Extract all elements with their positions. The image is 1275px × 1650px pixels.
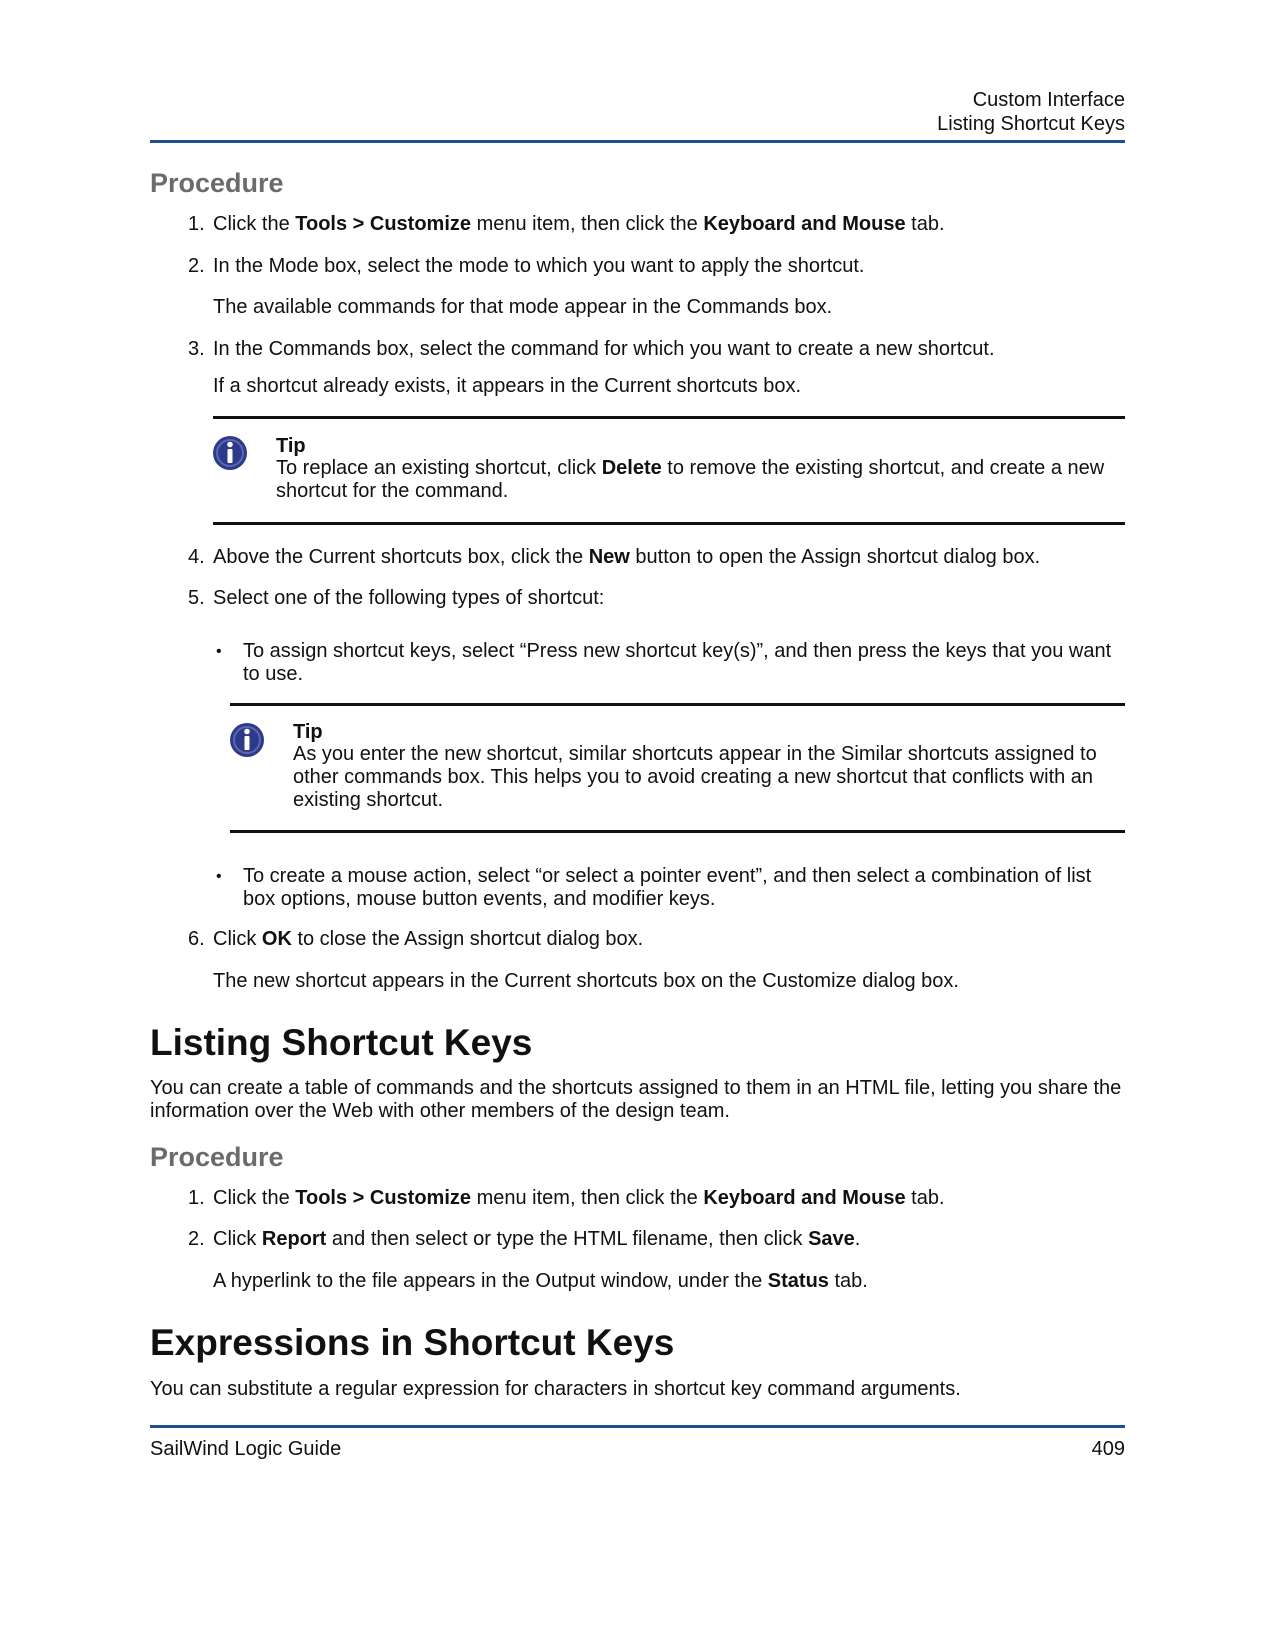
procedure-heading: Procedure <box>150 168 284 198</box>
header-chapter: Custom Interface <box>972 89 1125 111</box>
bullet-text: To assign shortcut keys, select “Press new shortcut key(s)”, and then press the keys that you want to use. <box>243 640 1112 685</box>
step-number: 4. <box>188 546 205 568</box>
tip-top-rule <box>213 416 1125 419</box>
step-text: Click OK to close the Assign shortcut dialog box. <box>213 928 644 950</box>
step-text: In the Mode box, select the mode to which you want to apply the shortcut. <box>213 255 865 277</box>
header-section: Listing Shortcut Keys <box>937 113 1125 135</box>
bullet-marker: • <box>216 868 222 885</box>
step-note: A hyperlink to the file appears in the Output window, under the Status tab. <box>213 1270 868 1292</box>
bullet-text: To create a mouse action, select “or select a pointer event”, and then select a combination of list box options, mouse button events, and modifier keys. <box>243 865 1092 910</box>
tip-title: Tip <box>276 435 306 457</box>
step-number: 2. <box>188 255 205 277</box>
tip-text: As you enter the new shortcut, similar shortcuts appear in the Similar shortcuts assigned to other commands box. This helps you to avoid creating a new shortcut that conflicts with an existing shortcut. <box>293 743 1097 811</box>
step-text: Click Report and then select or type the HTML filename, then click Save. <box>213 1228 861 1250</box>
step-number: 6. <box>188 928 205 950</box>
tip-text: To replace an existing shortcut, click Delete to remove the existing shortcut, and create a new shortcut for the command. <box>276 457 1105 502</box>
tip-top-rule <box>230 703 1125 706</box>
info-icon <box>228 721 266 759</box>
step-text: Click the Tools > Customize menu item, then click the Keyboard and Mouse tab. <box>213 1187 945 1209</box>
step-text: Click the Tools > Customize menu item, then click the Keyboard and Mouse tab. <box>213 213 945 235</box>
step-number: 1. <box>188 213 205 235</box>
step-note: The available commands for that mode appear in the Commands box. <box>213 296 833 318</box>
tip-bottom-rule <box>230 830 1125 833</box>
tip-bottom-rule <box>213 522 1125 525</box>
step-number: 1. <box>188 1187 205 1209</box>
step-note: The new shortcut appears in the Current shortcuts box on the Customize dialog box. <box>213 970 959 992</box>
step-number: 5. <box>188 587 205 609</box>
page-number: 409 <box>1091 1438 1125 1460</box>
step-text: In the Commands box, select the command for which you want to create a new shortcut. <box>213 338 995 360</box>
step-number: 2. <box>188 1228 205 1250</box>
step-note: If a shortcut already exists, it appears in the Current shortcuts box. <box>213 375 802 397</box>
step-text: Select one of the following types of shortcut: <box>213 587 605 609</box>
footer-title: SailWind Logic Guide <box>150 1438 342 1460</box>
header-rule <box>150 140 1125 143</box>
section-intro: You can substitute a regular expression for characters in shortcut key command arguments. <box>150 1378 961 1400</box>
section-heading: Expressions in Shortcut Keys <box>150 1322 675 1363</box>
section-heading: Listing Shortcut Keys <box>150 1022 533 1063</box>
procedure-heading: Procedure <box>150 1142 284 1172</box>
bullet-marker: • <box>216 643 222 660</box>
info-icon <box>211 434 249 472</box>
running-header <box>937 88 1125 136</box>
tip-title: Tip <box>293 721 323 743</box>
section-intro: You can create a table of commands and the shortcuts assigned to them in an HTML file, letting you share the information over the Web with other members of the design team. <box>150 1077 1122 1122</box>
step-number: 3. <box>188 338 205 360</box>
footer-rule <box>150 1425 1125 1428</box>
step-text: Above the Current shortcuts box, click the New button to open the Assign shortcut dialog box. <box>213 546 1041 568</box>
